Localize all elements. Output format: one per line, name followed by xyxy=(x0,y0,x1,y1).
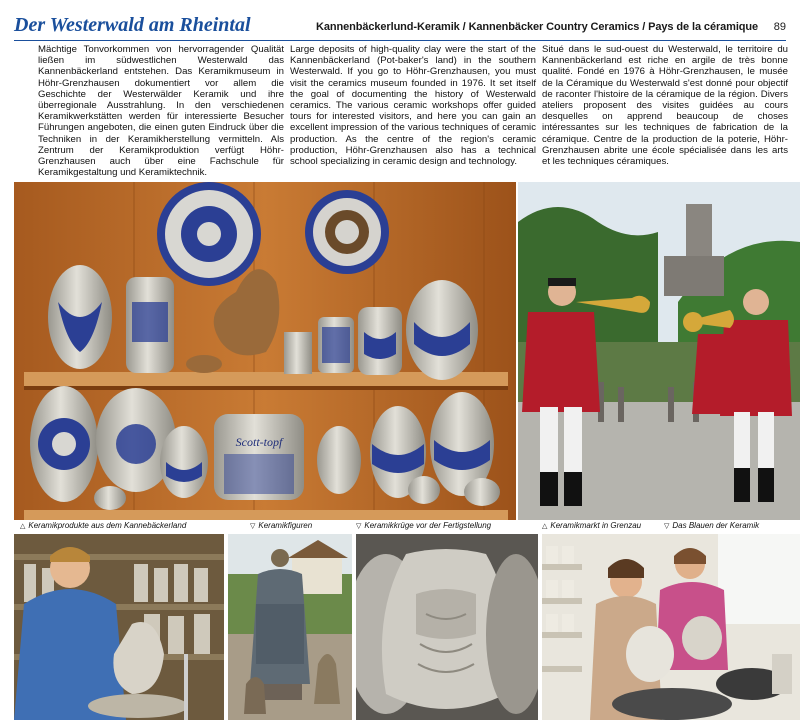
caption-ceramic-figures: ▽ Keramikfiguren xyxy=(250,521,313,530)
photo-blue-ceramics xyxy=(542,534,800,720)
text-column-english: Large deposits of high-quality clay were the start of the Kannenbäckerland (Pot-baker's land) in the southern Westerwald. If you go to Höhr-Grenzhausen, you must visit the ceramics museum founded in 1976. It set itself the goal of documenting the history of Westerwald ceramics. The various ceramic workshops offer guided tours for interested visitors, and here you can gain an excellent impression of the various techniques of ceramic production. As the centre of the region's ceramic production, Höhr-Grenzhausen also has a technical school specializing in ceramic design and technology. xyxy=(290,44,536,168)
triangle-down-icon: ▽ xyxy=(250,523,256,530)
page-number: 89 xyxy=(773,21,786,33)
caption-ceramic-jugs: ▽ Keramikkrüge vor der Fertigstellung xyxy=(356,521,492,530)
photo-ceramic-products xyxy=(14,182,516,520)
caption-blue-ceramics: ▽ Das Blauen der Keramik xyxy=(664,521,760,530)
photo-ceramic-figures xyxy=(228,534,352,720)
page-subtitle: Kannenbäckerlund-Keramik / Kannenbäcker Country Ceramics / Pays de la céramique xyxy=(316,21,759,33)
photo-potter xyxy=(14,534,224,720)
triangle-up-icon: △ xyxy=(542,523,548,530)
triangle-down-icon: ▽ xyxy=(356,523,362,530)
caption-ceramic-products: △ Keramikprodukte aus dem Kannebäckerland xyxy=(20,521,187,530)
triangle-down-icon: ▽ xyxy=(664,523,670,530)
pot-label: Scott-topf xyxy=(235,435,283,449)
triangle-up-icon: △ xyxy=(20,523,26,530)
page-title: Der Westerwald am Rheintal xyxy=(14,14,251,36)
page-header xyxy=(14,16,786,41)
photo-ceramic-jugs xyxy=(356,534,538,720)
photo-ceramic-market xyxy=(518,182,800,520)
caption-ceramic-market: △ Keramikmarkt in Grenzau xyxy=(542,521,642,530)
text-column-french: Situé dans le sud-ouest du Westerwald, le territoire du Kannenbäckerland est riche en argile de très bonne qualité. Fondé en 1976 à Höhr-Grenzhausen, le musée de la Céramique du Westerwald s'est donné pour objectif de raconter l'histoire de la céramique de la région. Divers ateliers proposent des visites guidées au cours desquelles on apprend beaucoup de choses intéressantes sur les techniques de fabrication de la céramique. Centre de la production de la poterie, Höhr-Grenzhausen abrite une école spécialisée dans les arts et les techniques céramiques. xyxy=(542,44,788,168)
text-column-german: Mächtige Tonvorkommen von hervorragender Qualität ließen im südwestlichen Westerwald das Kannenbäckerland entstehen. Das Keramikmuseum in Höhr-Grenzhausen dokumentiert vor allem die Geschichte der Westerwälder Keramik und ihre überregionale Ausstrahlung. In den verschiedenen Keramikwerkstätten werden für interessierte Besucher Führungen angeboten, die einen guten Eindruck über die Techniken in der Keramikherstellung vermitteln. Als Zentrum der Keramikproduktion verfügt Höhr-Grenzhausen auch über eine Fachschule für Keramikgestaltung und Keramiktechnik. xyxy=(38,44,284,179)
